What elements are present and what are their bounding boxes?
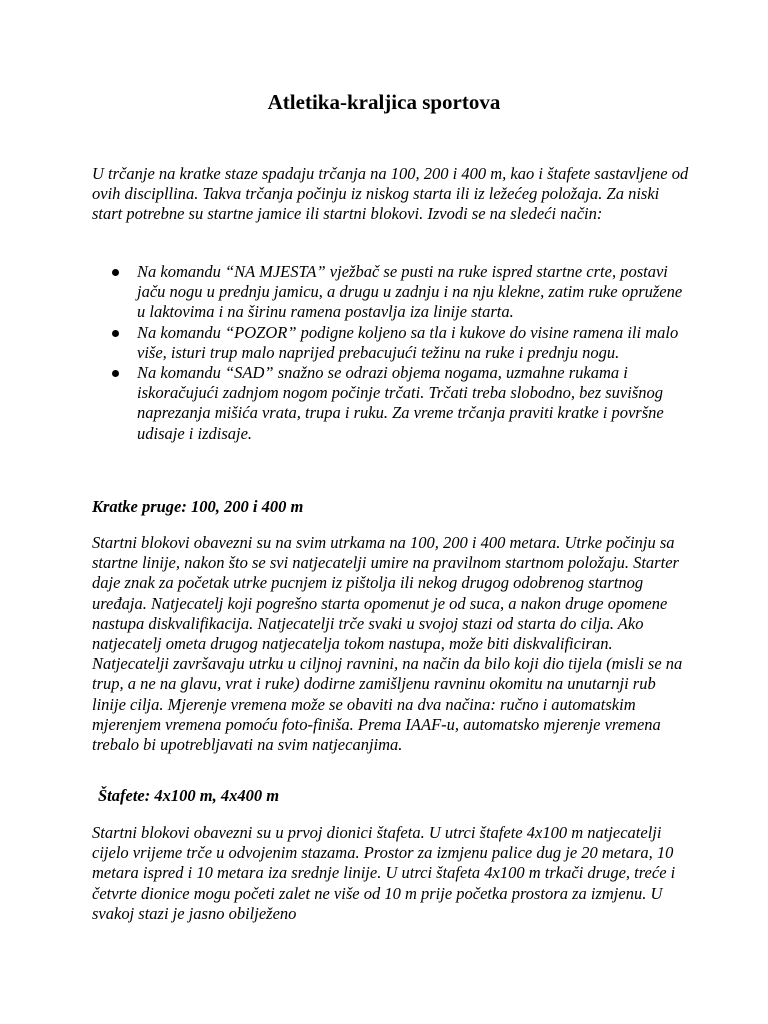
list-item-text: Na komandu “POZOR” podigne koljeno sa tla i kukove do visine ramena ili malo više, isturi trup malo naprijed prebacujući težinu na ruke i prednju nogu. — [137, 322, 679, 362]
page-title: Atletika-kraljica sportova — [267, 90, 501, 114]
list-item — [110, 363, 690, 444]
section-heading-short-races: Kratke pruge: 100, 200 i 400 m — [92, 497, 304, 516]
list-item-text: Na komandu “SAD” snažno se odrazi objema nogama, uzmahne rukama i iskoračujući zadnjom nogom počinje trčati. Trčati treba slobodno, bez suvišnog naprezanja mišića vrata, trupa i ruku. Za vreme trčanja praviti kratke i površne udisaje i izdisaje. — [137, 363, 664, 443]
bullet-list — [110, 262, 690, 444]
list-item — [110, 323, 690, 363]
intro-paragraph: U trčanje na kratke staze spadaju trčanja na 100, 200 i 400 m, kao i štafete sastavljene od ovih discipllina. Takva trčanja počinju iz niskog starta ili iz ležećeg položaja. Za niski start potrebne su startne jamice ili startni blokovi. Izvodi se na sledeći način: — [92, 164, 689, 224]
relays-paragraph: Startni blokovi obavezni su u prvoj dionici štafeta. U utrci štafete 4x100 m natjecatelji cijelo vrijeme trče u odvojenim stazama. Prostor za izmjenu palice dug je 20 metara, 10 metara ispred i 10 metara iza srednje linije. U utrci štafeta 4x100 m trkači druge, treće i četvrte dionice mogu početi zalet ne više od 10 m prije početka prostora za izmjenu. U svakoj stazi je jasno obilježeno — [92, 823, 676, 923]
bullet-icon — [112, 269, 119, 276]
bullet-icon — [112, 330, 119, 337]
section-heading-relays: Štafete: 4x100 m, 4x400 m — [98, 786, 280, 805]
short-races-paragraph: Startni blokovi obavezni su na svim utrkama na 100, 200 i 400 metara. Utrke počinju sa startne linije, nakon što se svi natjecatelji umire na pravilnom startnom položaju. Starter daje znak za početak utrke pucnjem iz pištolja ili nekog drugog odobrenog startnog uređaja. Natjecatelj koji pogrešno starta opomenut je od suca, a nakon druge opomene nastupa diskvalifikacija. Natjecatelji trče svaki u svojoj stazi od starta do cilja. Ako natjecatelj ometa drugog natjecatelja tokom nastupa, može biti diskvalificiran. Natjecatelji završavaju utrku u ciljnoj ravnini, na način da bilo koji dio tijela (misli se na trup, a ne na glavu, vrat i ruke) dodirne zamišljenu ravninu okomitu na unutarnji rub linije cilja. Mjerenje vremena može se obaviti na dva načina: ručno i automatskim mjerenjem vremena pomoću foto-finiša. Prema IAAF-u, automatsko mjerenje vremena trebalo bi upotrebljavati na svim natjecanjima. — [92, 533, 683, 755]
bullet-icon — [112, 370, 119, 377]
list-item — [110, 262, 690, 323]
list-item-text: Na komandu “NA MJESTA” vježbač se pusti na ruke ispred startne crte, postavi jaču nogu u prednju jamicu, a drugu u zadnju i na nju klekne, zatim ruke opružene u laktovima i na širinu ramena postavlja iza linije starta. — [137, 262, 683, 322]
